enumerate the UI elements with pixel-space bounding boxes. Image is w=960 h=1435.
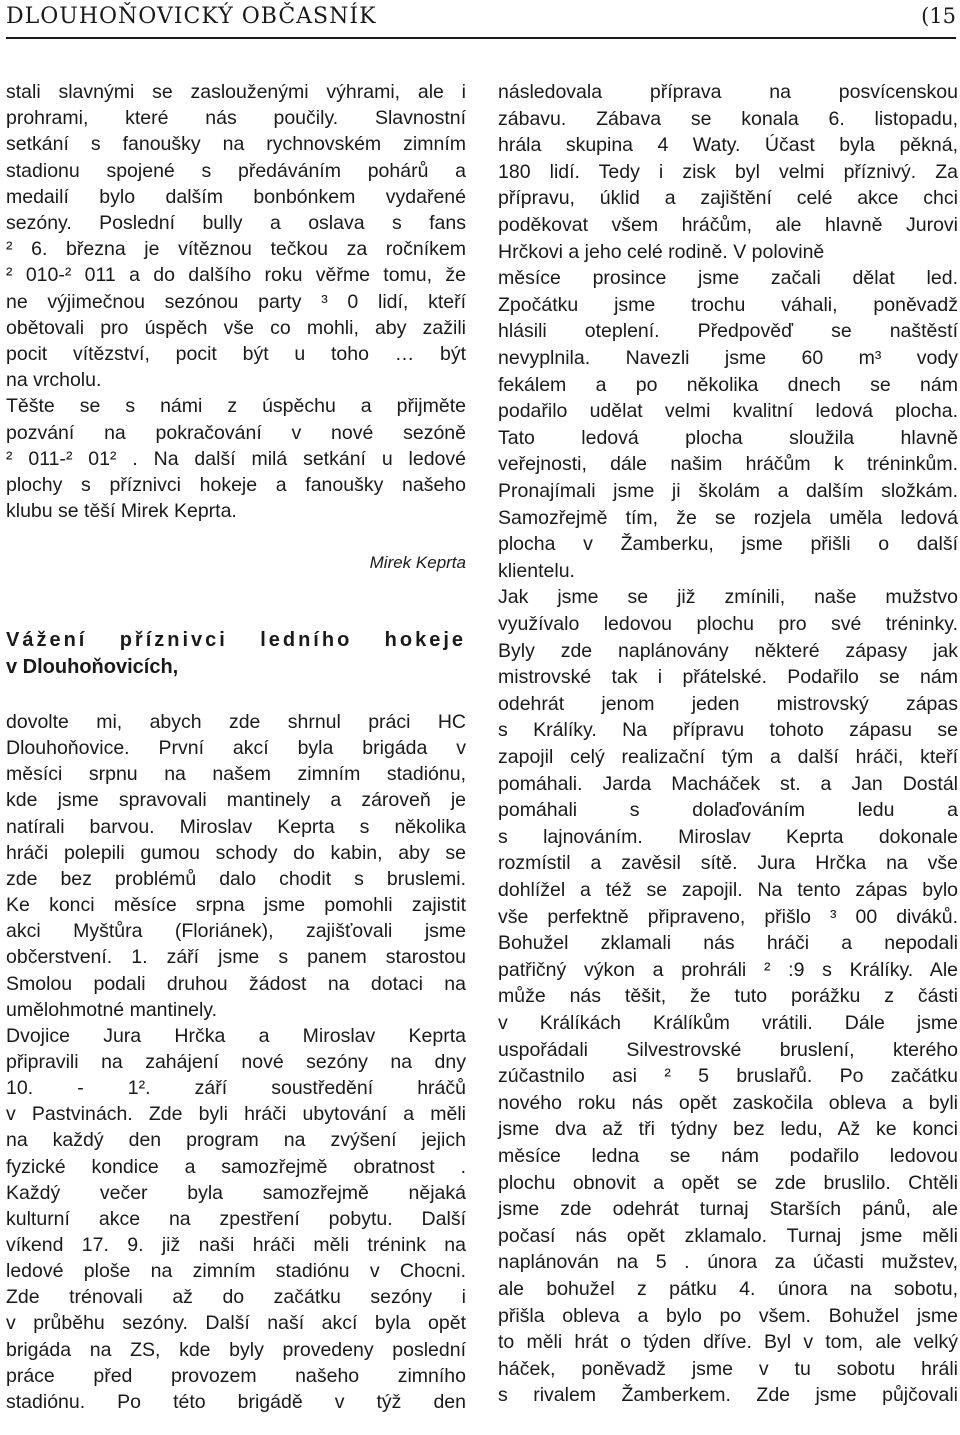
text-line: přípravu, úklid a zajištění celé akce chci	[498, 187, 958, 210]
text-line: pomáhali. Jarda Macháček st. a Jan Dostál	[498, 772, 958, 795]
text-line: Těšte se s námi z úspěchu a přijměte	[6, 395, 466, 418]
text-line: nevyplnila. Navezli jsme 60 m³ vody	[498, 347, 958, 369]
text-line: kde jsme spravovali mantinely a zároveň je	[6, 789, 466, 812]
text-line: zde bez problémů dalo chodit s bruslemi.	[6, 867, 466, 890]
text-line: počasí nás opět zklamalo. Turnaj jsme měli	[498, 1224, 958, 1247]
text-line: 180 lidí. Tedy i zisk byl velmi příznivý. Za	[498, 160, 958, 183]
text-line: ² 6. března je vítěznou tečkou za ročníkem	[6, 238, 466, 261]
text-line: odehrát jenom jeden mistrovský zápas	[498, 692, 958, 715]
text-line: 10. - 1². září soustředění hráčů	[6, 1077, 466, 1100]
text-line: kulturní akce na zpestření pobytu. Další	[6, 1207, 466, 1230]
text-line: přišla obleva a bylo po všem. Bohužel jsme	[498, 1304, 958, 1327]
text-line: měsíci srpnu na našem zimním stadiónu,	[6, 763, 466, 786]
text-line: Pronajímali jsme ji školám a dalším složkám.	[498, 480, 958, 502]
text-line: Zde trénovali až do začátku sezóny i	[6, 1286, 466, 1309]
text-line: medailí bylo dalším bonbónkem vydařené	[6, 185, 466, 208]
text-line: mistrovské tak i přátelské. Podařilo se nám	[498, 666, 958, 689]
text-line: dohlížel a též se zapojil. Na tento zápas bylo	[498, 879, 958, 901]
text-line: setkání s fanoušky na rychnovském zimním	[6, 133, 466, 156]
text-line: akci Myštůra (Floriánek), zajišťovali jsme	[6, 920, 466, 943]
text-line: stali slavnými se zaslouženými výhrami, ale i	[6, 81, 466, 103]
text-line: vše perfektně připraveno, přišlo ³ 00 diváků.	[498, 905, 958, 928]
text-line: Každý večer byla samozřejmě nějaká	[6, 1181, 466, 1204]
text-line: brigáda na ZS, kde byly provedeny poslední	[6, 1338, 466, 1361]
text-line: Samozřejmě tím, že se rozjela uměla ledová	[498, 506, 958, 529]
text-line: hrála skupina 4 Waty. Účast byla pěkná,	[498, 134, 958, 157]
text-line: umělohmotné mantinely.	[6, 998, 217, 1021]
text-line: měsíce prosince jsme začali dělat led.	[498, 267, 958, 290]
text-line: veřejnosti, dále našim hráčům k tréninkům.	[498, 453, 958, 476]
text-line: plochu obnovit a opět se zde bruslilo. Chtěli	[498, 1171, 958, 1194]
text-line: nového roku nás opět zaskočila obleva a byli	[498, 1091, 958, 1114]
text-line: měsíce ledna se nám podařilo ledovou	[498, 1145, 958, 1167]
text-line: Byly zde naplánovány některé zápasy jak	[498, 639, 958, 662]
text-line: na vrcholu.	[6, 369, 102, 392]
text-line: natírali barvou. Miroslav Keprta s několika	[6, 815, 466, 838]
text-line: následovala příprava na posvícenskou	[498, 81, 958, 103]
text-line: ale bohužel z pátku 4. února na sobotu,	[498, 1278, 958, 1300]
text-line: Tato ledová plocha sloužila hlavně	[498, 426, 958, 449]
page-header	[0, 0, 960, 40]
text-line: fekálem a po několika dnech se nám	[498, 373, 958, 396]
text-line: využívalo ledovou plochu pro své tréninky.	[498, 613, 958, 635]
text-line: hráči polepili gumou schody do kabin, aby se	[6, 841, 466, 864]
text-line: na každý den program na zvýšení jejich	[6, 1129, 466, 1152]
text-line: pocit vítězství, pocit být u toho … být	[6, 343, 466, 365]
text-line: ² 011-² 01² . Na další milá setkání u ledové	[6, 447, 466, 470]
text-line: jsme dva až tři týdny bez ledu, Až ke konci	[498, 1118, 958, 1141]
text-line: klubu se těší Mirek Keprta.	[6, 500, 237, 523]
text-line: Hrčkovi a jeho celé rodině. V polovině	[498, 240, 825, 263]
text-line: dovolte mi, abych zde shrnul práci HC	[6, 711, 466, 733]
text-line: Smolou podali druhou žádost na dotaci na	[6, 972, 466, 995]
author-signature: Mirek Keprta	[369, 553, 466, 572]
text-line: Ke konci měsíce srpna jsme pomohli zajistit	[6, 894, 466, 917]
text-line: ne výjimečnou sezónou party ³ 0 lidí, kteří	[6, 290, 466, 313]
text-line: poděkovat všem hráčům, ale hlavně Jurovi	[498, 214, 958, 236]
section-heading: Vážení příznivci ledního hokeje	[6, 629, 466, 651]
text-line: hlásili oteplení. Předpověď se naštěstí	[498, 320, 958, 343]
text-line: může nás těšit, že tuto porážku z části	[498, 985, 958, 1008]
text-line: s lajnováním. Miroslav Keprta dokonale	[498, 825, 958, 848]
text-line: to měli hrát o týden dříve. Byl v tom, ale velký	[498, 1331, 958, 1354]
text-line: pozvání na pokračování v nové sezóně	[6, 421, 466, 444]
text-line: víkend 17. 9. již naši hráči měli trénink na	[6, 1234, 466, 1256]
text-line: klientelu.	[498, 559, 575, 582]
text-line: ledové ploše na zimním stadiónu v Chocni.	[6, 1260, 466, 1283]
text-line: stadionu spojené s předáváním pohárů a	[6, 159, 466, 182]
text-line: Zpočátku jsme trochu váhali, poněvadž	[498, 293, 958, 316]
text-line: uspořádali Silvestrovské bruslení, kterého	[498, 1038, 958, 1061]
text-line: zúčastnilo asi ² 5 bruslařů. Po začátku	[498, 1065, 958, 1088]
text-line: podařilo udělat velmi kvalitní ledová plocha.	[498, 400, 958, 423]
text-line: patřičný výkon a prohráli ² :9 s Králíky. Ale	[498, 958, 958, 981]
text-line: stadiónu. Po této brigádě v týž den	[6, 1390, 466, 1413]
text-line: plochy s příznivci hokeje a fanoušky našeho	[6, 474, 466, 496]
text-line: prohrami, které nás poučily. Slavnostní	[6, 107, 466, 130]
text-line: rozmístil a zavěsil sítě. Jura Hrčka na vše	[498, 852, 958, 875]
text-line: sezóny. Poslední bully a oslava s fans	[6, 212, 466, 234]
text-line: v Pastvinách. Zde byli hráči ubytování a měli	[6, 1103, 466, 1126]
text-line: háček, poněvadž jsme v tu sobotu hráli	[498, 1357, 958, 1380]
text-line: připravili na zahájení nové sezóny na dny	[6, 1050, 466, 1073]
text-line: pomáhali s dolaďováním ledu a	[498, 799, 958, 822]
text-line: v Králíkách Králíkům vrátili. Dále jsme	[498, 1012, 958, 1034]
section-heading-continued: v Dlouhoňovicích,	[6, 656, 179, 678]
text-line: Dlouhoňovice. První akcí byla brigáda v	[6, 737, 466, 760]
text-line: fyzické kondice a samozřejmě obratnost .	[6, 1155, 466, 1178]
header-divider	[6, 37, 956, 39]
text-line: naplánován na 5 . února za účasti mužstev,	[498, 1251, 958, 1274]
text-line: zábavu. Zábava se konala 6. listopadu,	[498, 107, 958, 130]
text-line: občerstvení. 1. září jsme s panem starostou	[6, 946, 466, 969]
text-line: Jak jsme se již zmínili, naše mužstvo	[498, 586, 958, 609]
page-number: (15	[921, 4, 956, 28]
text-line: zapojil celý realizační tým a další hráči, kteří	[498, 746, 958, 768]
text-line: v průběhu sezóny. Další naší akcí byla opět	[6, 1312, 466, 1335]
text-line: Bohužel zklamali nás hráči a nepodali	[498, 932, 958, 955]
text-line: s Králíky. Na přípravu tohoto zápasu se	[498, 719, 958, 742]
text-line: plocha v Žamberku, jsme přišli o další	[498, 533, 958, 556]
text-line: obětovali pro úspěch vše co mohli, aby zažili	[6, 316, 466, 339]
text-line: s rivalem Žamberkem. Zde jsme půjčovali	[498, 1384, 958, 1407]
text-line: jsme zde odehrát turnaj Starších pánů, ale	[498, 1198, 958, 1221]
text-line: Dvojice Jura Hrčka a Miroslav Keprta	[6, 1024, 466, 1047]
text-line: ² 010-² 011 a do dalšího roku věřme tomu, že	[6, 264, 466, 287]
text-line: práce před provozem našeho zimního	[6, 1364, 466, 1387]
newsletter-title: DLOUHOŇOVICKÝ OBČASNÍK	[6, 4, 377, 29]
